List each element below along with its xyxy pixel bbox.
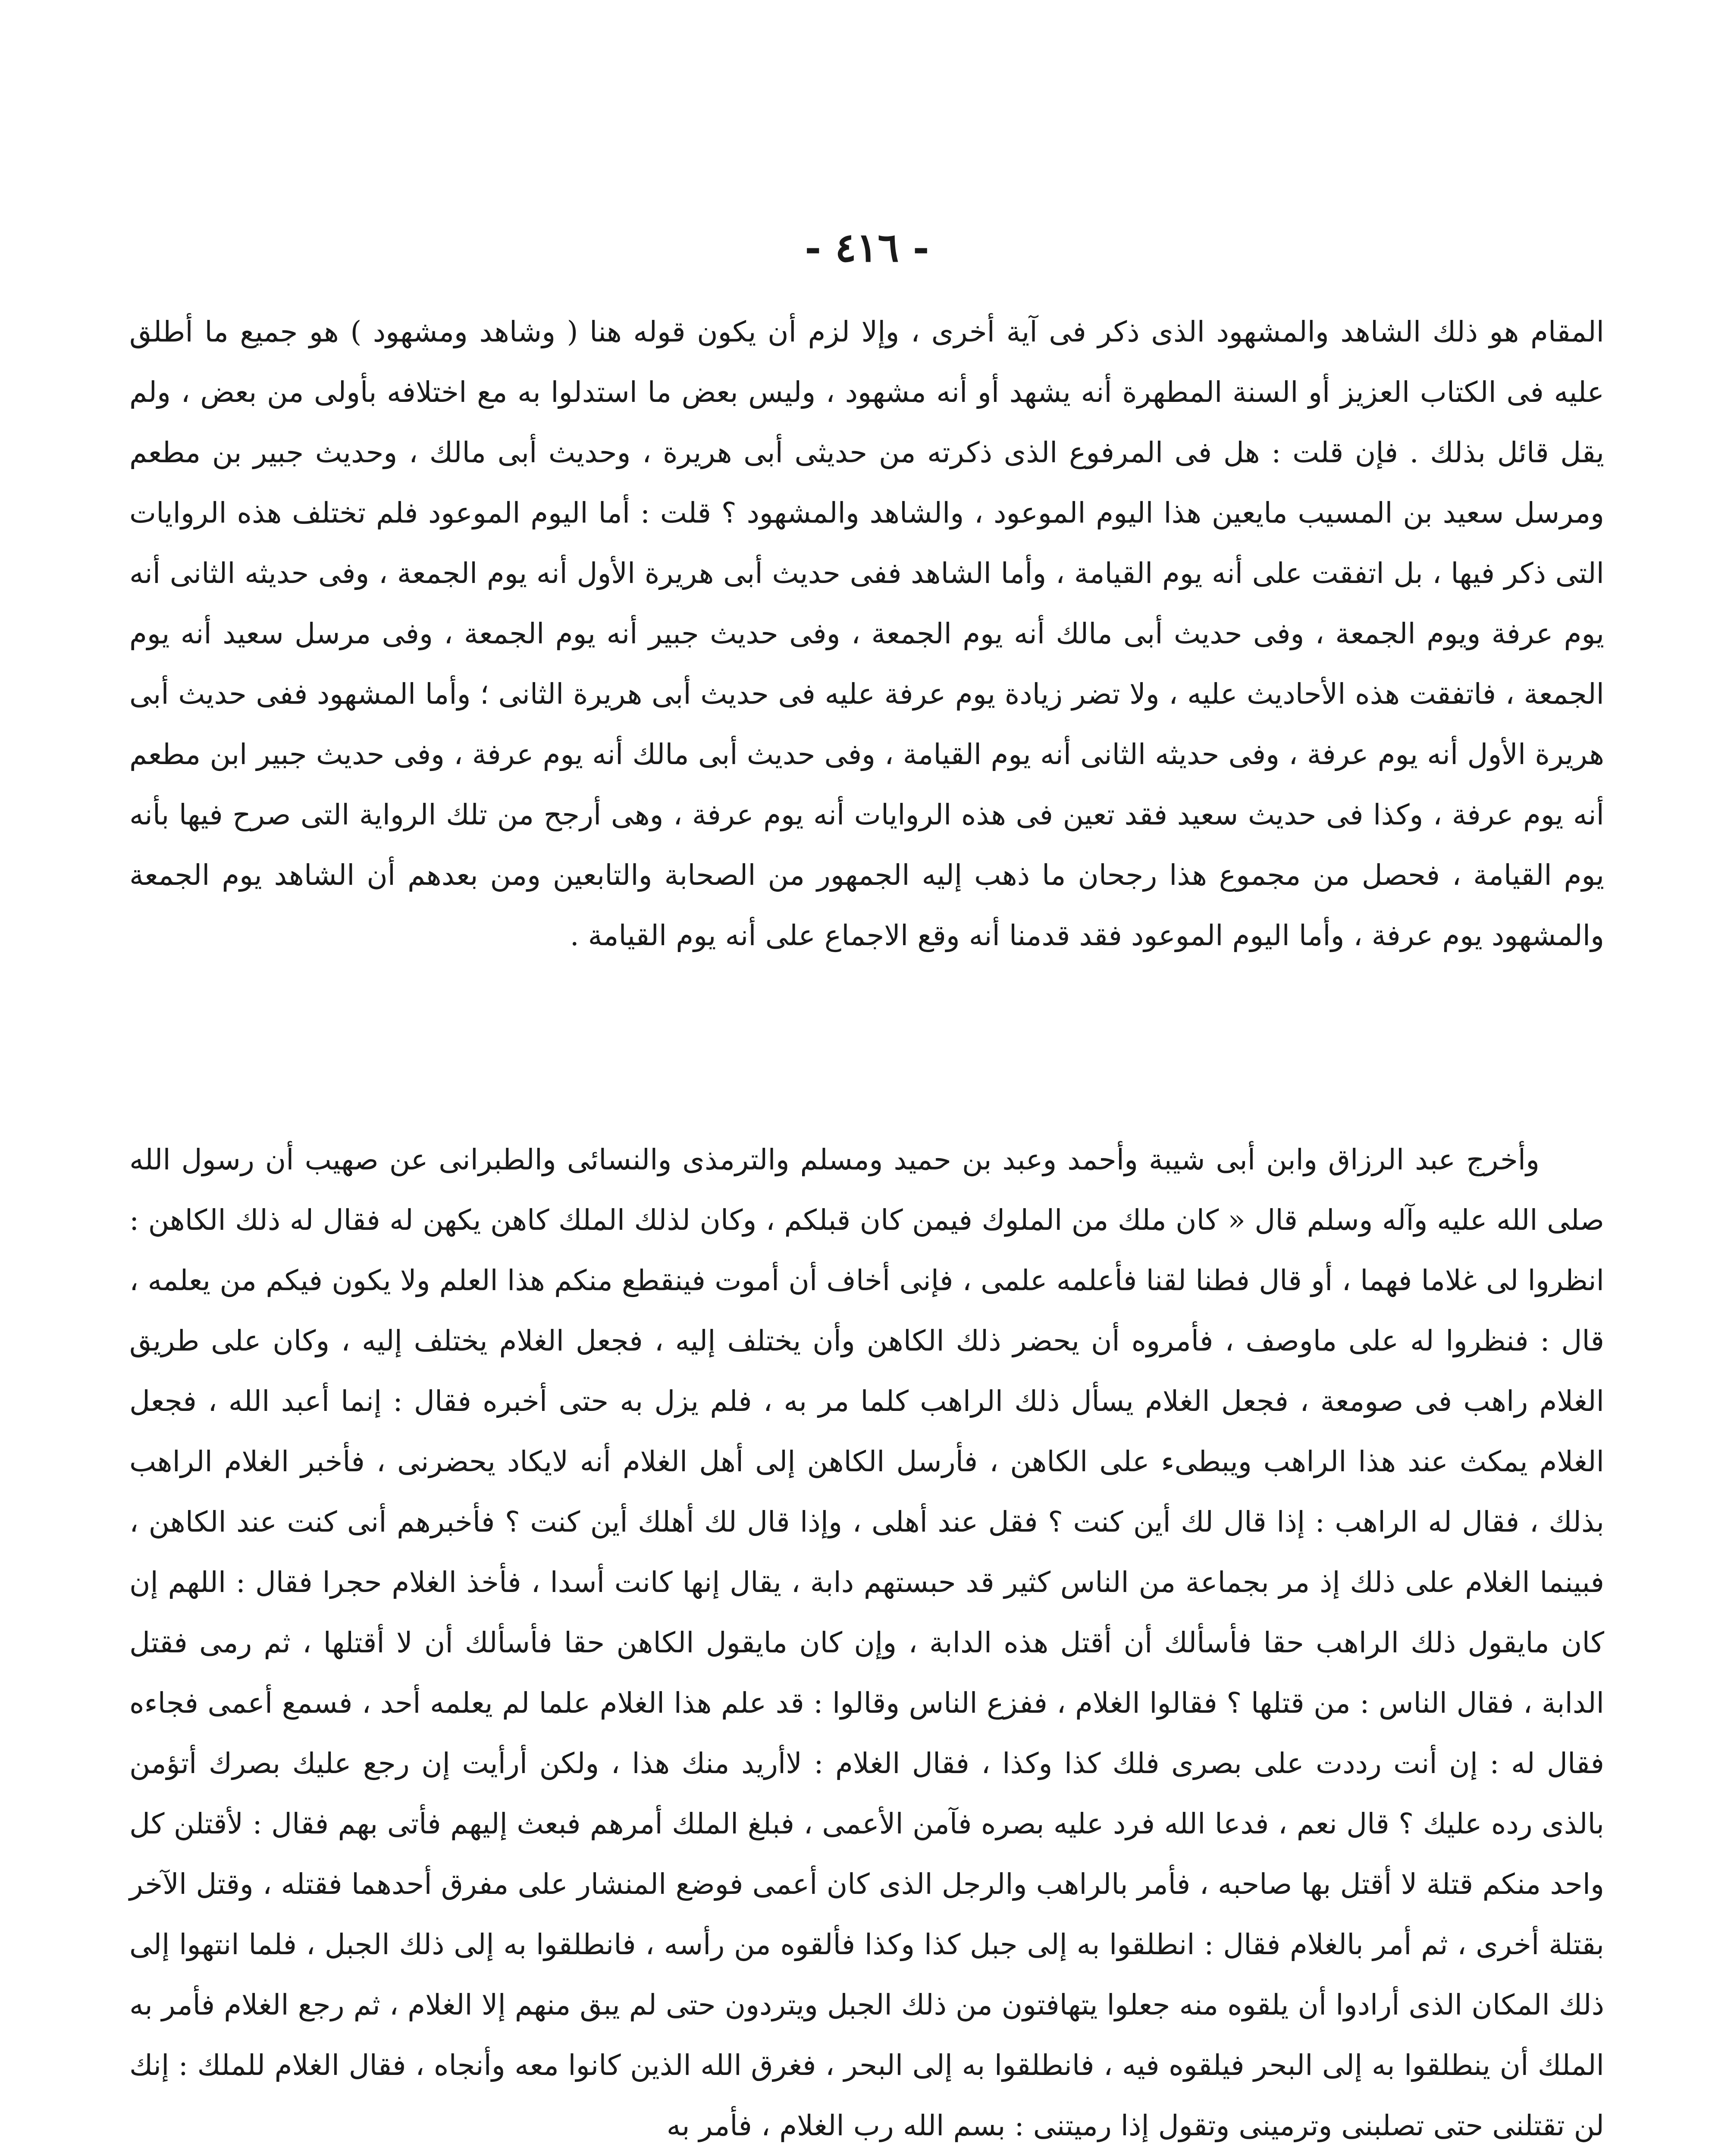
page-number: - ٤١٦ - — [805, 224, 929, 271]
body-paragraph-1: المقام هو ذلك الشاهد والمشهود الذى ذكر فى آية أخرى ، وإلا لزم أن يكون قوله هنا ( وشاهد ومشهود ) هو جميع ما أطلق عليه فى الكتاب العزيز أو السنة المطهرة أنه يشهد أو أنه مشهود ، وليس بعض ما استدلوا به مع اختلافه بأولى من بعض ، ولم يقل قائل بذلك . فإن قلت : هل فى المرفوع الذى ذكرته من حديثى أبى هريرة ، وحديث أبى مالك ، وحديث جبير بن مطعم ومرسل سعيد بن المسيب مايعين هذا اليوم الموعود ، والشاهد والمشهود ؟ قلت : أما اليوم الموعود فلم تختلف هذه الروايات التى ذكر فيها ، بل اتفقت على أنه يوم القيامة ، وأما الشاهد ففى حديث أبى هريرة الأول أنه يوم الجمعة ، وفى حديثه الثانى أنه يوم عرفة ويوم الجمعة ، وفى حديث أبى مالك أنه يوم الجمعة ، وفى حديث جبير أنه يوم الجمعة ، وفى مرسل سعيد أنه يوم الجمعة ، فاتفقت هذه الأحاديث عليه ، ولا تضر زيادة يوم عرفة عليه فى حديث أبى هريرة الثانى ؛ وأما المشهود ففى حديث أبى هريرة الأول أنه يوم عرفة ، وفى حديثه الثانى أنه يوم القيامة ، وفى حديث أبى مالك أنه يوم عرفة ، وفى حديث جبير ابن مطعم أنه يوم عرفة ، وكذا فى حديث سعيد فقد تعين فى هذه الروايات أنه يوم عرفة ، وهى أرجح من تلك الرواية التى صرح فيها بأنه يوم القيامة ، فحصل من مجموع هذا رجحان ما ذهب إليه الجمهور من الصحابة والتابعين ومن بعدهم أن الشاهد يوم الجمعة والمشهود يوم عرفة ، وأما اليوم الموعود فقد قدمنا أنه وقع الاجماع على أنه يوم القيامة . — [129, 315, 1604, 952]
paragraph-block-1 — [129, 302, 1604, 966]
paragraph-block-2 — [129, 1130, 1604, 2156]
body-paragraph-2: وأخرج عبد الرزاق وابن أبى شيبة وأحمد وعبد بن حميد ومسلم والترمذى والنسائى والطبرانى عن صهيب أن رسول الله صلى الله عليه وآله وسلم قال « كان ملك من الملوك فيمن كان قبلكم ، وكان لذلك الملك كاهن يكهن له فقال له ذلك الكاهن : انظروا لى غلاما فهما ، أو قال فطنا لقنا فأعلمه علمى ، فإنى أخاف أن أموت فينقطع منكم هذا العلم ولا يكون فيكم من يعلمه ، قال : فنظروا له على ماوصف ، فأمروه أن يحضر ذلك الكاهن وأن يختلف إليه ، فجعل الغلام يختلف إليه ، وكان على طريق الغلام راهب فى صومعة ، فجعل الغلام يسأل ذلك الراهب كلما مر به ، فلم يزل به حتى أخبره فقال : إنما أعبد الله ، فجعل الغلام يمكث عند هذا الراهب ويبطىء على الكاهن ، فأرسل الكاهن إلى أهل الغلام أنه لايكاد يحضرنى ، فأخبر الغلام الراهب بذلك ، فقال له الراهب : إذا قال لك أين كنت ؟ فقل عند أهلى ، وإذا قال لك أهلك أين كنت ؟ فأخبرهم أنى كنت عند الكاهن ، فبينما الغلام على ذلك إذ مر بجماعة من الناس كثير قد حبستهم دابة ، يقال إنها كانت أسدا ، فأخذ الغلام حجرا فقال : اللهم إن كان مايقول ذلك الراهب حقا فأسألك أن أقتل هذه الدابة ، وإن كان مايقول الكاهن حقا فأسألك أن لا أقتلها ، ثم رمى فقتل الدابة ، فقال الناس : من قتلها ؟ فقالوا الغلام ، ففزع الناس وقالوا : قد علم هذا الغلام علما لم يعلمه أحد ، فسمع أعمى فجاءه فقال له : إن أنت رددت على بصرى فلك كذا وكذا ، فقال الغلام : لاأريد منك هذا ، ولكن أرأيت إن رجع عليك بصرك أتؤمن بالذى رده عليك ؟ قال نعم ، فدعا الله فرد عليه بصره فآمن الأعمى ، فبلغ الملك أمرهم فبعث إليهم فأتى بهم فقال : لأقتلن كل واحد منكم قتلة لا أقتل بها صاحبه ، فأمر بالراهب والرجل الذى كان أعمى فوضع المنشار على مفرق أحدهما فقتله ، وقتل الآخر بقتلة أخرى ، ثم أمر بالغلام فقال : انطلقوا به إلى جبل كذا وكذا فألقوه من رأسه ، فانطلقوا به إلى ذلك الجبل ، فلما انتهوا إلى ذلك المكان الذى أرادوا أن يلقوه منه جعلوا يتهافتون من ذلك الجبل ويتردون حتى لم يبق منهم إلا الغلام ، ثم رجع الغلام فأمر به الملك أن ينطلقوا به إلى البحر فيلقوه فيه ، فانطلقوا به إلى البحر ، فغرق الله الذين كانوا معه وأنجاه ، فقال الغلام للملك : إنك لن تقتلنى حتى تصلبنى وترمينى وتقول إذا رميتنى : بسم الله رب الغلام ، فأمر به — [129, 1143, 1604, 2142]
